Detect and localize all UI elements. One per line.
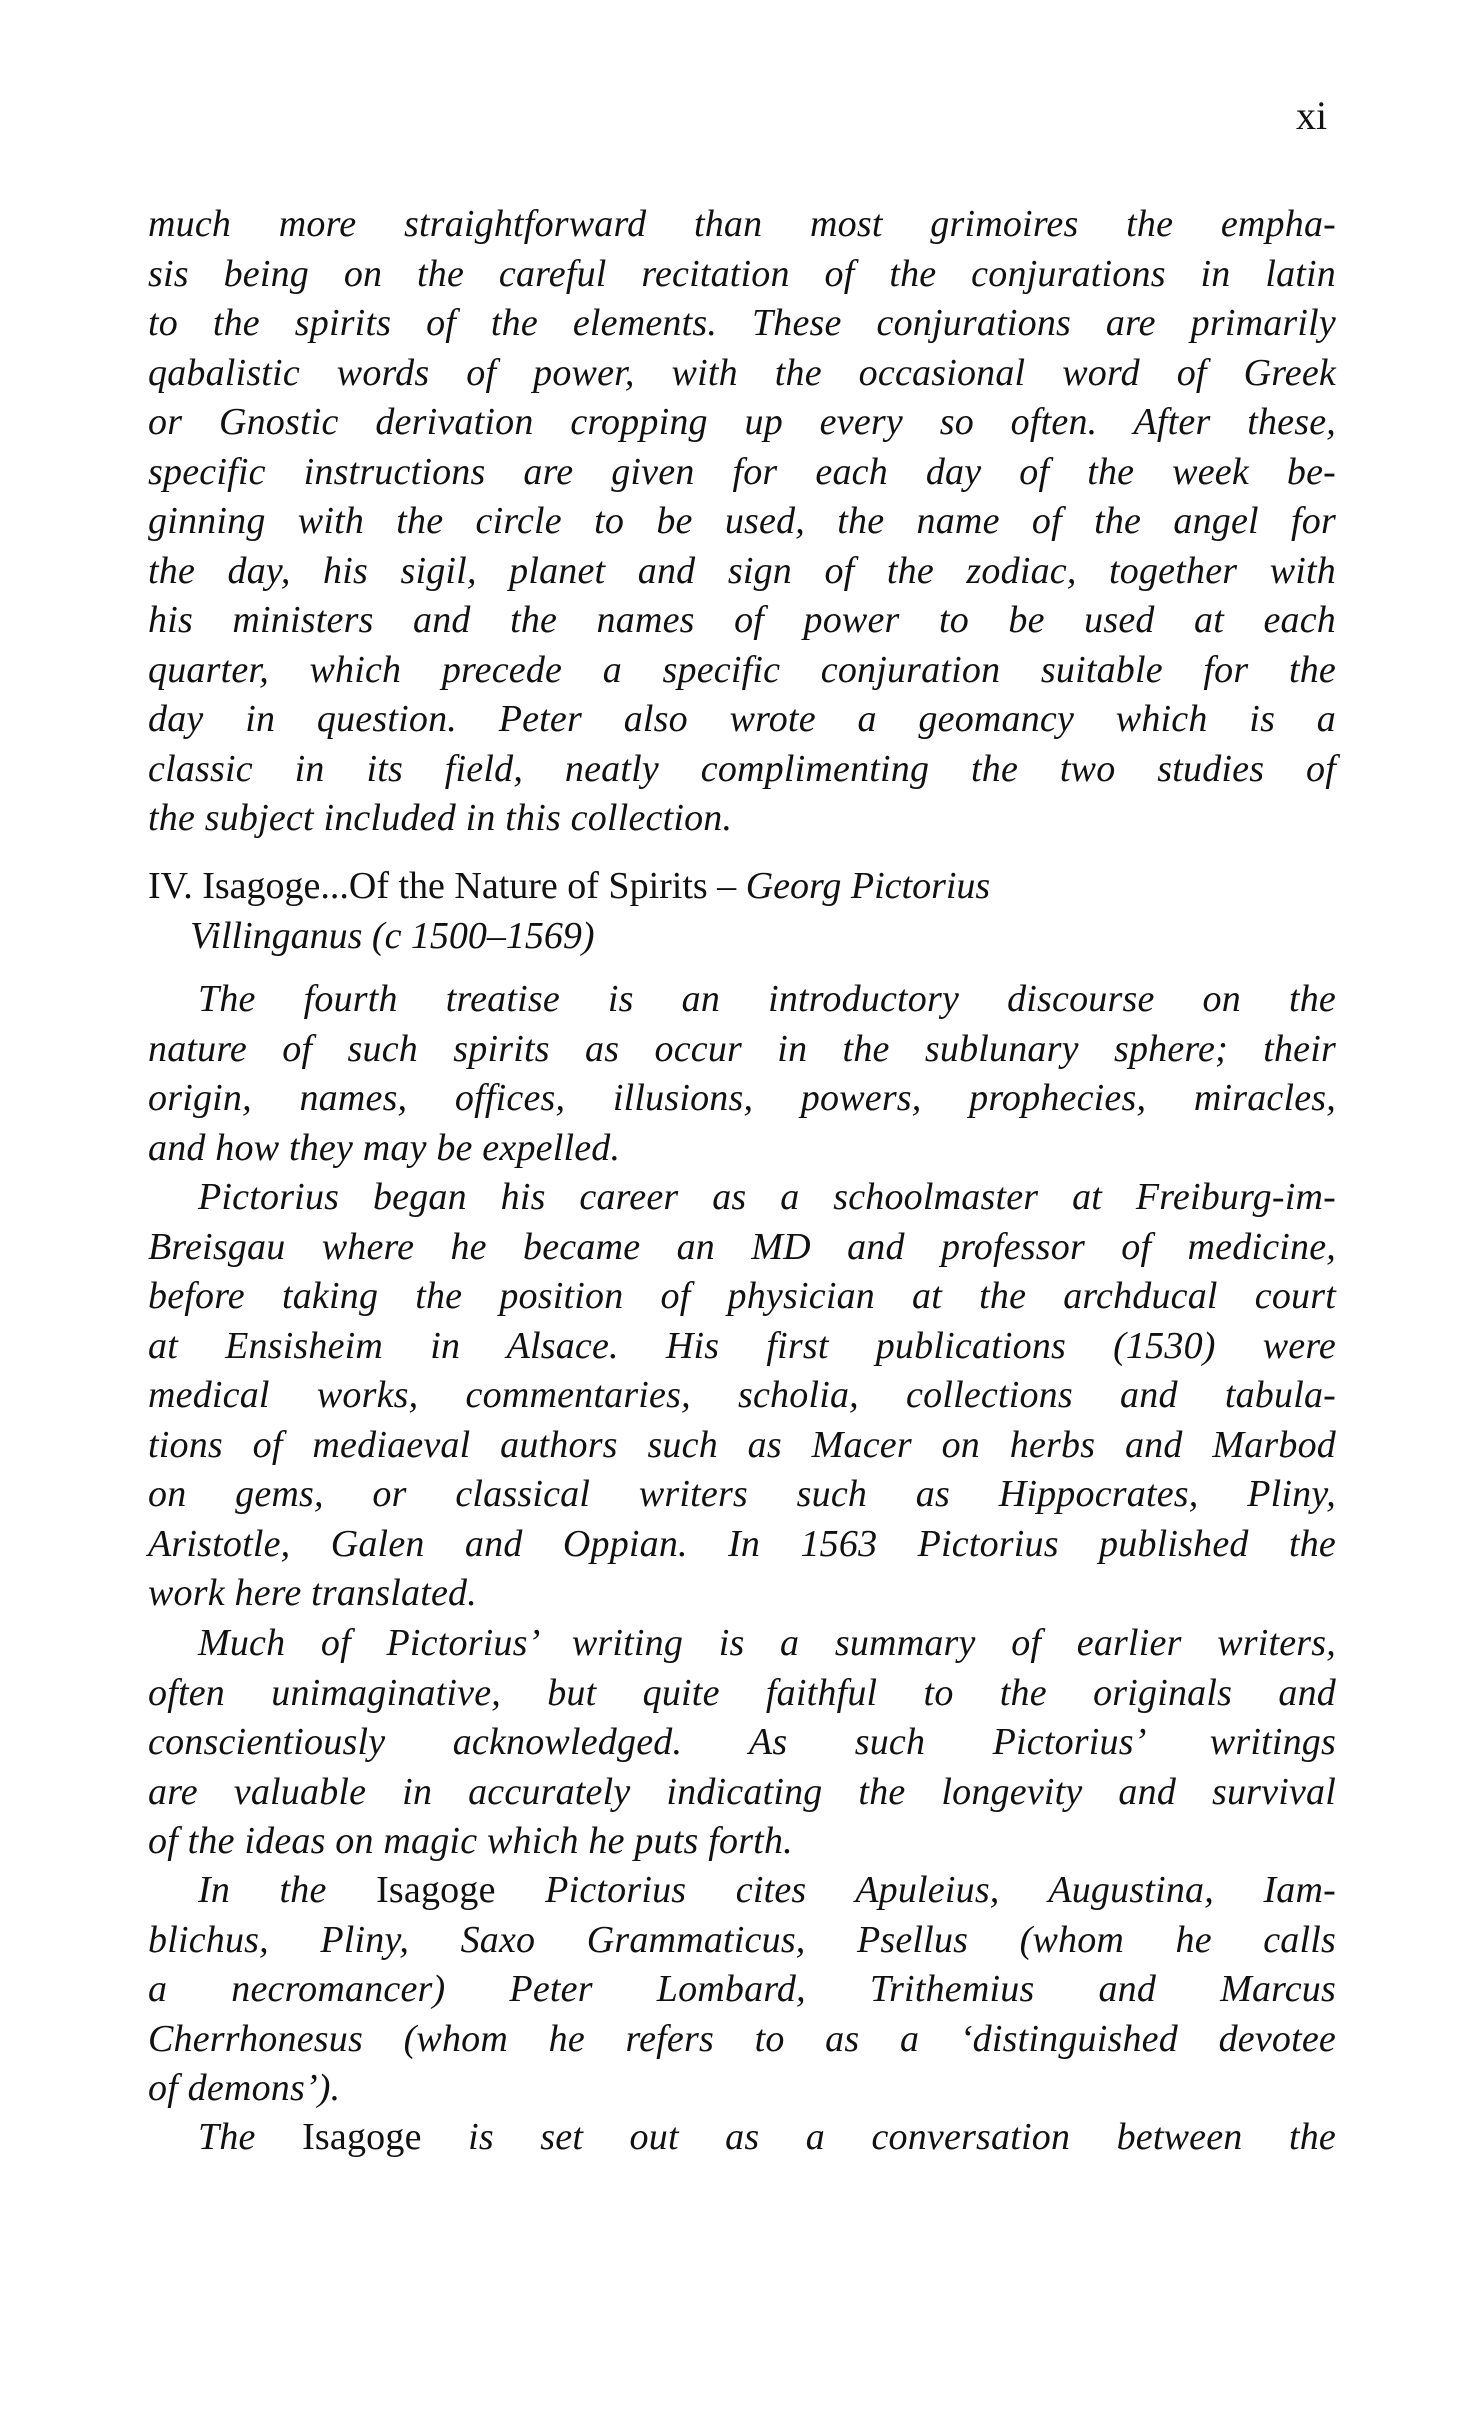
page-number: xi	[1296, 93, 1328, 138]
book-title: Isagoge	[376, 1869, 496, 1911]
book-title: Isagoge	[302, 2116, 422, 2158]
text-line: a necromancer) Peter Lombard, Trithemius and Marcus	[148, 1968, 1336, 2010]
text-line: or Gnostic derivation cropping up every so often. After these,	[148, 401, 1336, 443]
text-line: before taking the position of physician at the archducal court	[148, 1275, 1336, 1317]
text-line: conscientiously acknowledged. As such Pictorius’ writings	[148, 1721, 1336, 1763]
paragraph-pictorius-writing	[148, 1619, 1336, 1867]
paragraph-fourth-treatise	[148, 975, 1336, 1173]
text-fragment: The	[198, 2116, 303, 2158]
heading-line-2: Villinganus (c 1500–1569)	[190, 914, 595, 957]
text-line: classic in its field, neatly complimenting the two studies of	[148, 747, 1336, 790]
text-fragment: Pictorius cites Apuleius, Augustina, Iam-	[495, 1869, 1336, 1911]
text-line: on gems, or classical writers such as Hippocrates, Pliny,	[148, 1473, 1336, 1515]
heading-title: IV. Isagoge...Of the Nature of Spirits –	[148, 865, 746, 907]
text-line: sis being on the careful recitation of the conjurations in latin	[148, 252, 1336, 295]
text-line: the day, his sigil, planet and sign of the zodiac, together with	[148, 549, 1336, 592]
paragraph-isagoge-citations	[148, 1866, 1336, 2114]
text-line	[148, 1866, 1336, 1916]
text-line: and how they may be expelled.	[148, 1126, 621, 1169]
text-line: origin, names, offices, illusions, powers, prophecies, miracles,	[148, 1077, 1336, 1119]
text-line: Much of Pictorius’ writing is a summary of earlier writers,	[198, 1622, 1336, 1664]
text-line: quarter, which precede a specific conjuration suitable for the	[148, 648, 1336, 691]
text-line: Cherrhonesus (whom he refers to as a ‘distinguished devotee	[148, 2017, 1336, 2060]
text-line: ginning with the circle to be used, the name of the angel for	[148, 500, 1336, 542]
text-line: often unimaginative, but quite faithful to the originals and	[148, 1671, 1336, 1714]
text-fragment: In the	[198, 1869, 377, 1911]
heading-author: Georg Pictorius	[745, 865, 991, 907]
paragraph-isagoge-conversation	[148, 2113, 1336, 2163]
text-line: the subject included in this collection.	[148, 797, 733, 839]
text-line: Aristotle, Galen and Oppian. In 1563 Pictorius published the	[148, 1522, 1336, 1565]
text-line: tions of mediaeval authors such as Macer on herbs and Marbod	[148, 1423, 1336, 1466]
text-line: specific instructions are given for each day of the week be-	[148, 450, 1336, 493]
text-line: qabalistic words of power, with the occasional word of Greek	[148, 351, 1336, 394]
text-line: medical works, commentaries, scholia, collections and tabula-	[148, 1374, 1336, 1416]
text-line: are valuable in accurately indicating the longevity and survival	[148, 1770, 1336, 1813]
text-line: of the ideas on magic which he puts forth.	[148, 1820, 793, 1862]
paragraph-continuation	[148, 200, 1336, 844]
text-line: work here translated.	[148, 1572, 477, 1614]
text-line: of demons’).	[148, 2067, 341, 2109]
text-line: blichus, Pliny, Saxo Grammaticus, Psellus (whom he calls	[148, 1918, 1336, 1961]
paragraph-pictorius-career	[148, 1173, 1336, 1619]
text-line: much more straightforward than most grimoires the empha-	[148, 203, 1336, 245]
text-line: at Ensisheim in Alsace. His first publications (1530) were	[148, 1324, 1336, 1367]
text-fragment: is set out as a conversation between the	[421, 2116, 1336, 2158]
heading-line-1	[148, 862, 1336, 912]
text-line: nature of such spirits as occur in the sublunary sphere; their	[148, 1027, 1336, 1070]
text-line: day in question. Peter also wrote a geomancy which is a	[148, 698, 1336, 740]
text-line: The fourth treatise is an introductory discourse on the	[198, 978, 1336, 1020]
text-line: Pictorius began his career as a schoolmaster at Freiburg-im-	[198, 1176, 1336, 1218]
text-line: Breisgau where he became an MD and professor of medicine,	[148, 1225, 1336, 1268]
section-heading	[148, 862, 1336, 961]
text-line: his ministers and the names of power to be used at each	[148, 599, 1336, 641]
text-line	[148, 2113, 1336, 2163]
text-line: to the spirits of the elements. These conjurations are primarily	[148, 302, 1336, 344]
